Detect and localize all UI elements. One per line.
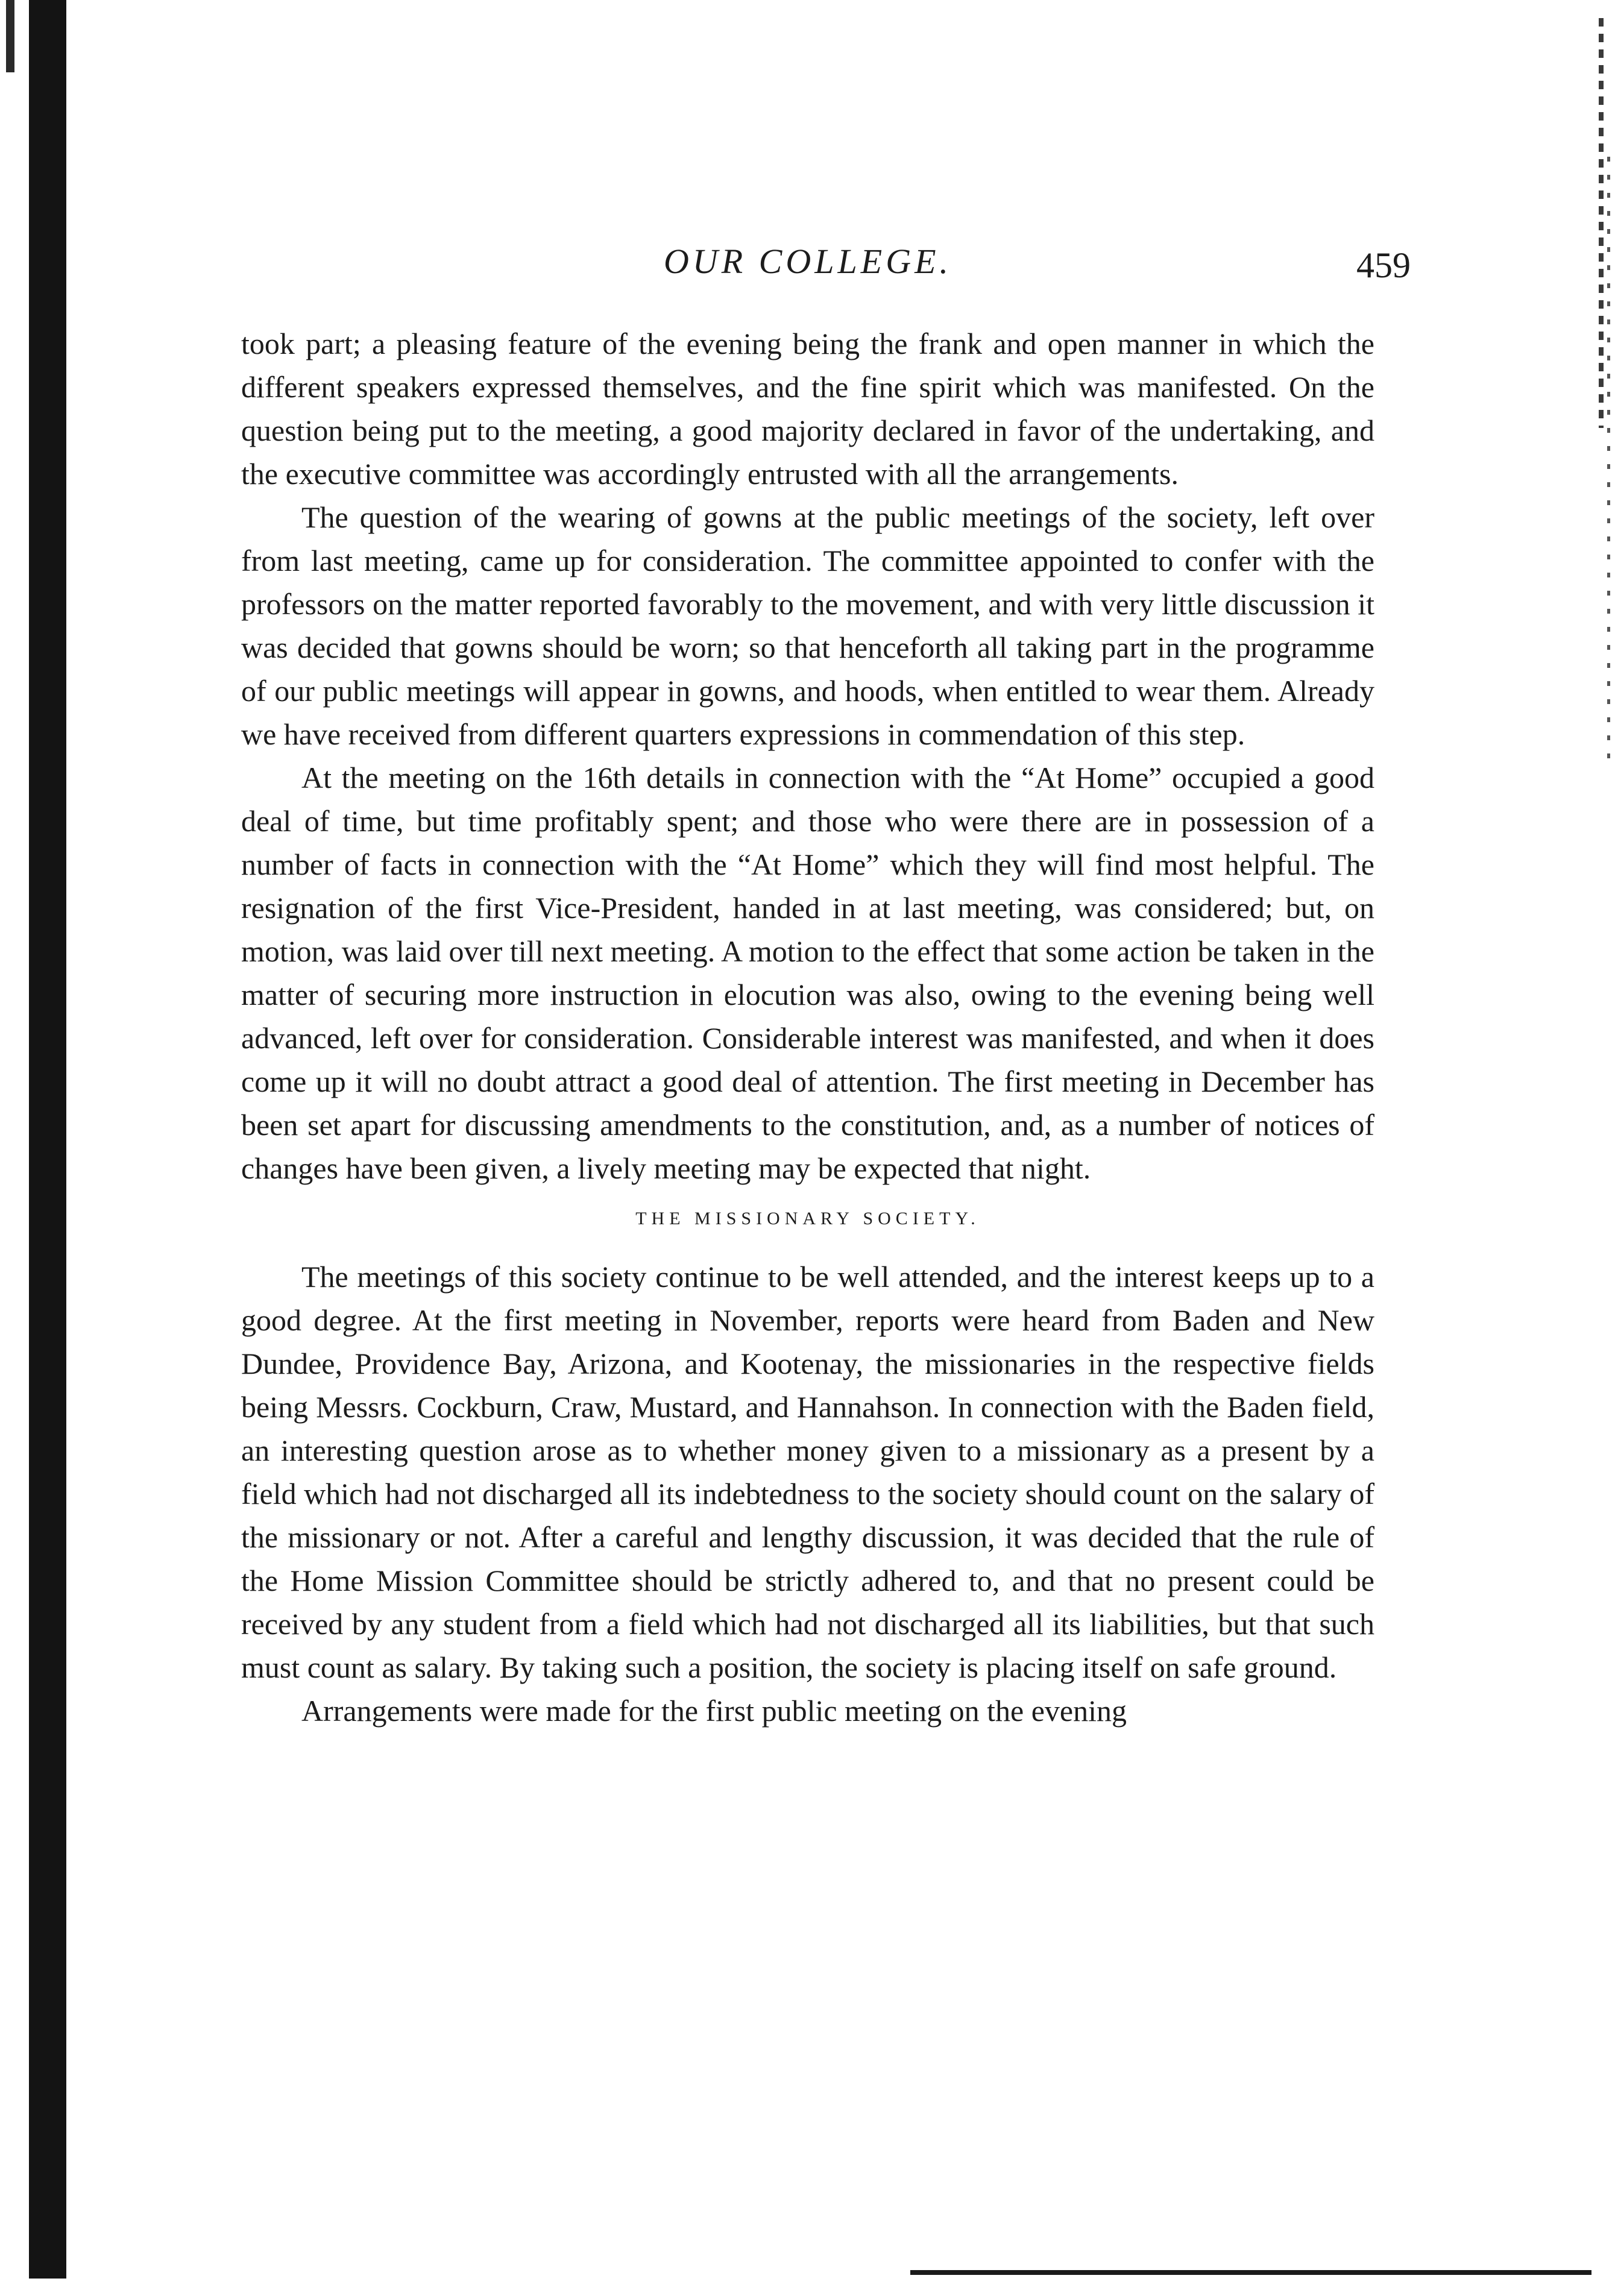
section-heading-missionary-society: THE MISSIONARY SOCIETY. xyxy=(635,1209,980,1228)
paragraph-gowns: The question of the wearing of gowns at the public meetings of the society, left over from last meeting, came up for consideration. The committee appointed to confer with the professors on the matter reported favorably to the movement, and with very little discussion it was decided that gowns should be worn; so that henceforth all taking part in the programme of our public meetings will appear in gowns, and hoods, when entitled to wear them. Already we have received from different quarters expressions in commendation of this step. xyxy=(241,500,1374,751)
running-head xyxy=(241,241,1411,295)
paragraph-missionary-meetings: The meetings of this society continue to be well attended, and the interest keeps up to a good degree. At the first meeting in November, reports were heard from Baden and New Dundee, Providence Bay, Arizona, and Kootenay, the missionaries in the respective fields being Messrs. Cockburn, Craw, Mustard, and Hannahson. In connection with the Baden field, an interesting question arose as to whether money given to a missionary as a present by a field which had not discharged all its indebtedness to the society should count on the salary of the missionary or not. After a careful and lengthy discussion, it was decided that the rule of the Home Mission Committee should be strictly adhered to, and that no present could be received by any student from a field which had not discharged all its liabilities, but that such must count as salary. By taking such a position, the society is placing itself on safe ground. xyxy=(241,1260,1374,1684)
running-head-title: OUR COLLEGE. xyxy=(663,242,952,281)
scan-binding-edge-left xyxy=(29,0,66,2279)
book-page xyxy=(241,241,1411,1732)
scan-edge-mark-top-left xyxy=(6,0,14,72)
paragraph-arrangements: Arrangements were made for the first public meeting on the evening xyxy=(301,1694,1127,1728)
page-number: 459 xyxy=(1356,245,1411,285)
scan-edge-mark-right xyxy=(1599,18,1604,428)
scan-bottom-rule xyxy=(910,2270,1591,2275)
scan-edge-mark-right-secondary xyxy=(1607,157,1610,760)
paragraph-at-home-meeting: At the meeting on the 16th details in connection with the “At Home” occupied a good deal of time, but time profitably spent; and those who were there are in possession of a number of facts in connection with the “At Home” which they will find most helpful. The resignation of the first Vice-President, handed in at last meeting, was considered; but, on motion, was laid over till next meeting. A motion to the effect that some action be taken in the matter of securing more instruction in elocution was also, owing to the evening being well advanced, left over for consideration. Considerable interest was manifested, and when it does come up it will no doubt attract a good deal of attention. The first meeting in December has been set apart for discussing amendments to the constitution, and, as a number of notices of changes have been given, a lively meeting may be expected that night. xyxy=(241,761,1374,1185)
paragraph-continued: took part; a pleasing feature of the evening being the frank and open manner in which the different speakers expressed themselves, and the fine spirit which was manifested. On the question being put to the meeting, a good majority declared in favor of the undertaking, and the executive committee was accordingly entrusted with all the arrangements. xyxy=(241,327,1374,491)
body-text xyxy=(241,322,1374,1732)
